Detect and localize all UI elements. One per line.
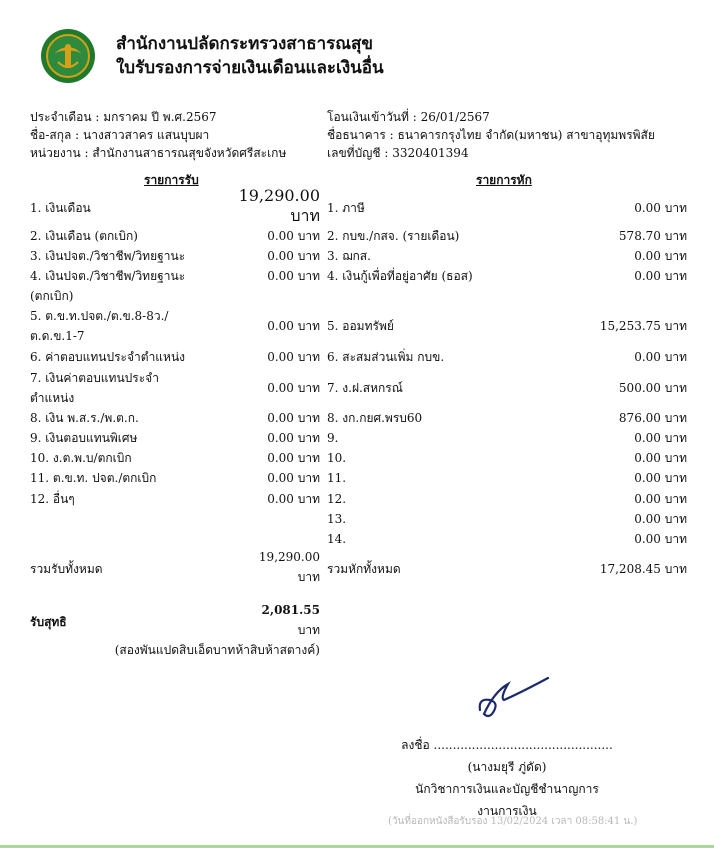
deduction-title: รายการหัก xyxy=(476,173,532,187)
income-label: 11. ต.ข.ท. ปจต./ตกเบิก xyxy=(30,471,157,485)
work-unit: หน่วยงาน : สำนักงานสาธารณสุขจังหวัดศรีสะเกษ xyxy=(30,146,287,160)
income-label: 12. อื่นๆ xyxy=(30,492,75,506)
deduction-label: 3. ฌกส. xyxy=(327,249,371,263)
income-amount-salary xyxy=(230,186,320,226)
deduction-amount: 0.00 บาท xyxy=(634,492,687,506)
income-amount: 0.00 บาท xyxy=(267,381,320,395)
income-amount: 0.00 บาท xyxy=(267,451,320,465)
deduction-row xyxy=(327,509,687,529)
deduction-amount: 15,253.75 บาท xyxy=(599,319,687,333)
income-label: 10. ง.ต.พ.บ/ตกเบิก xyxy=(30,451,132,465)
income-row xyxy=(30,408,320,428)
income-label: 5. ต.ข.ท.ปจต./ต.ข.8-8ว./ xyxy=(30,309,169,323)
document-header xyxy=(40,24,680,86)
deduction-row xyxy=(327,378,687,398)
net-unit: บาท xyxy=(297,623,320,637)
income-amount: 0.00 บาท xyxy=(267,269,320,283)
income-amount: 0.00 บาท xyxy=(267,319,320,333)
employee-info xyxy=(30,108,286,162)
deduction-total-amount: 17,208.45 บาท xyxy=(599,562,687,576)
income-label-cont: ตำแหน่ง xyxy=(30,391,75,405)
income-amount: 0.00 บาท xyxy=(267,492,320,506)
org-name: สำนักงานปลัดกระทรวงสาธารณสุข xyxy=(116,34,374,54)
deduction-label: 6. สะสมส่วนเพิ่ม กบข. xyxy=(327,350,445,364)
deduction-label: 2. กบข./กสจ. (รายเดือน) xyxy=(327,229,460,243)
income-row xyxy=(30,246,320,266)
deduction-row xyxy=(327,246,687,266)
signer-position: นักวิชาการเงินและบัญชีชำนาญการ xyxy=(415,782,599,796)
signature-block xyxy=(370,734,644,822)
income-row xyxy=(30,226,320,246)
income-total-amount: 19,290.00 xyxy=(258,550,320,564)
deduction-label: 13. xyxy=(327,512,347,526)
income-row xyxy=(30,428,320,448)
ministry-seal-icon xyxy=(40,28,96,84)
income-amount: 19,290.00 xyxy=(238,186,320,205)
deduction-amount: 0.00 บาท xyxy=(634,532,687,546)
income-label-cont: (ตกเบิก) xyxy=(30,289,74,303)
deduction-row xyxy=(327,529,687,549)
deduction-amount: 0.00 บาท xyxy=(634,512,687,526)
income-row xyxy=(30,266,320,306)
deduction-amount: 0.00 บาท xyxy=(634,201,687,215)
income-amount: 0.00 บาท xyxy=(267,350,320,364)
deduction-amount: 0.00 บาท xyxy=(634,431,687,445)
deduction-row xyxy=(327,198,687,218)
deduction-row xyxy=(327,428,687,448)
income-label: 8. เงิน พ.ส.ร./พ.ต.ก. xyxy=(30,411,139,425)
deduction-label: 7. ง.ฝ.สหกรณ์ xyxy=(327,381,403,395)
income-row xyxy=(30,489,320,509)
sign-line: ลงชื่อ ............................................... xyxy=(401,738,613,752)
deduction-amount: 500.00 บาท xyxy=(618,381,687,395)
deduction-label: 10. xyxy=(327,451,347,465)
employee-name: ชื่อ-สกุล : นางสาวสาคร แสนบุบผา xyxy=(30,128,210,142)
income-total xyxy=(230,547,320,587)
deduction-amount: 0.00 บาท xyxy=(634,249,687,263)
income-row xyxy=(30,468,320,488)
net-amount-block xyxy=(230,600,320,640)
income-label-cont: ต.ด.ข.1-7 xyxy=(30,329,85,343)
income-total-unit: บาท xyxy=(297,570,320,584)
transfer-date: โอนเงินเข้าวันที่ : 26/01/2567 xyxy=(327,110,490,124)
issue-timestamp: (วันที่ออกหนังสือรับรอง 13/02/2024 เวลา 08:58:41 น.) xyxy=(388,816,638,827)
header-title xyxy=(116,32,384,80)
income-amount: 0.00 บาท xyxy=(267,411,320,425)
account-number: เลขที่บัญชี : 3320401394 xyxy=(327,146,469,160)
deduction-label: 12. xyxy=(327,492,347,506)
bank-name: ชื่อธนาคาร : ธนาคารกรุงไทย จำกัด(มหาชน) สาขาอุทุมพรพิสัย xyxy=(327,128,655,142)
income-title: รายการรับ xyxy=(144,173,199,187)
deduction-label: 11. xyxy=(327,471,347,485)
income-label: 6. ค่าตอบแทนประจำตำแหน่ง xyxy=(30,350,186,364)
deduction-row xyxy=(327,347,687,367)
income-label: 2. เงินเดือน (ตกเบิก) xyxy=(30,229,138,243)
deduction-amount: 0.00 บาท xyxy=(634,471,687,485)
deduction-row xyxy=(327,316,687,336)
deduction-amount: 0.00 บาท xyxy=(634,350,687,364)
income-row xyxy=(30,347,320,367)
net-amount: 2,081.55 xyxy=(261,603,320,617)
income-label: 1. เงินเดือน xyxy=(30,201,91,215)
deduction-row xyxy=(327,468,687,488)
net-amount-text: (สองพันแปดสิบเอ็ดบาทห้าสิบห้าสตางค์) xyxy=(114,643,320,657)
deduction-label: 4. เงินกู้เพื่อที่อยู่อาศัย (ธอส) xyxy=(327,269,473,283)
income-amount: 0.00 บาท xyxy=(267,249,320,263)
deduction-label: 1. ภาษี xyxy=(327,201,365,215)
deduction-row xyxy=(327,408,687,428)
income-label: 4. เงินปจต./วิชาชีพ/วิทยฐานะ xyxy=(30,269,186,283)
income-label: 3. เงินปจต./วิชาชีพ/วิทยฐานะ xyxy=(30,249,186,263)
deduction-label: 14. xyxy=(327,532,347,546)
deduction-row xyxy=(327,448,687,468)
income-total-label: รวมรับทั้งหมด xyxy=(30,562,103,576)
income-amount: 0.00 บาท xyxy=(267,229,320,243)
deduction-row xyxy=(327,266,687,286)
income-row xyxy=(30,306,320,346)
deduction-amount: 0.00 บาท xyxy=(634,451,687,465)
deduction-label: 5. ออมทรัพย์ xyxy=(327,319,394,333)
income-unit: บาท xyxy=(290,206,320,225)
pay-period: ประจำเดือน : มกราคม ปี พ.ศ.2567 xyxy=(30,110,217,124)
income-row xyxy=(30,448,320,468)
deduction-row xyxy=(327,226,687,246)
deduction-label: 8. งก.กยศ.พรบ60 xyxy=(327,411,423,425)
bank-info xyxy=(327,108,655,162)
income-amount: 0.00 บาท xyxy=(267,471,320,485)
deduction-total-label: รวมหักทั้งหมด xyxy=(327,562,401,576)
deduction-amount: 876.00 บาท xyxy=(618,411,687,425)
income-row xyxy=(30,368,320,408)
signer-department: งานการเงิน xyxy=(477,804,537,818)
income-label: 7. เงินค่าตอบแทนประจำ xyxy=(30,371,159,385)
document-title: ใบรับรองการจ่ายเงินเดือนและเงินอื่น xyxy=(116,58,384,78)
income-label: 9. เงินตอบแทนพิเศษ xyxy=(30,431,138,445)
net-label: รับสุทธิ xyxy=(30,615,67,629)
signature-scribble xyxy=(470,670,560,720)
deduction-label: 9. xyxy=(327,431,339,445)
income-amount: 0.00 บาท xyxy=(267,431,320,445)
deduction-total xyxy=(327,559,687,579)
signer-name: (นางมยุรี ภู่ดัด) xyxy=(467,760,547,774)
deduction-row xyxy=(327,489,687,509)
deduction-amount: 0.00 บาท xyxy=(634,269,687,283)
deduction-amount: 578.70 บาท xyxy=(618,229,687,243)
